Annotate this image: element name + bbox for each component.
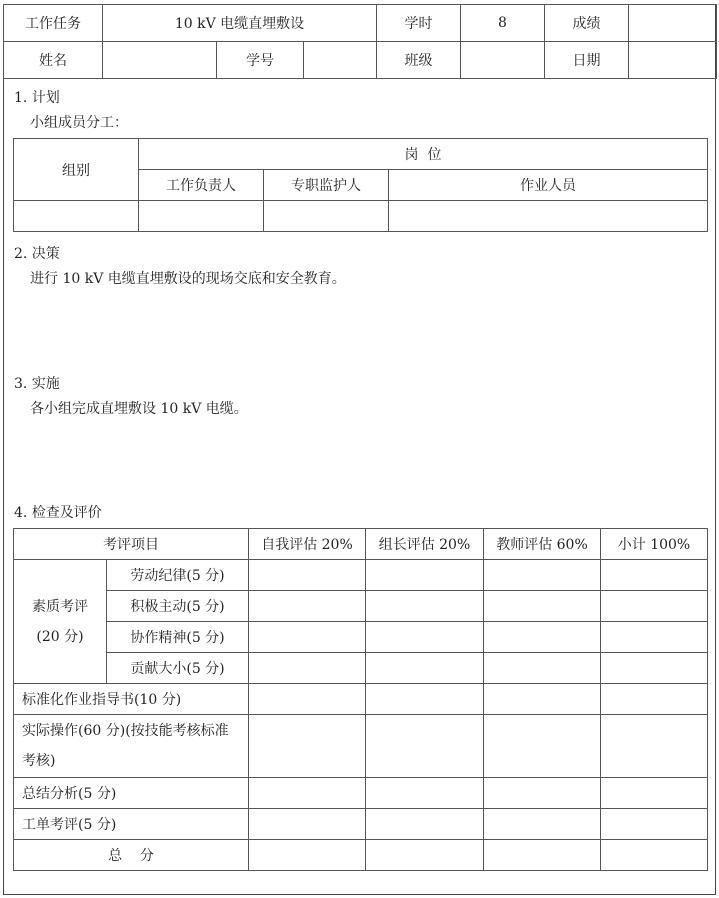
score-cell[interactable] xyxy=(249,715,366,778)
total-label: 总 分 xyxy=(14,840,249,871)
score-cell[interactable] xyxy=(366,560,484,591)
evaluation-title: 4. 检查及评价 xyxy=(14,505,102,521)
decision-text: 进行 10 kV 电缆直埋敷设的现场交底和安全教育。 xyxy=(30,271,346,287)
score-cell[interactable] xyxy=(249,653,366,684)
score-cell[interactable] xyxy=(249,778,366,809)
score-cell[interactable] xyxy=(601,653,708,684)
class-label: 班级 xyxy=(377,42,461,79)
score-cell[interactable] xyxy=(366,809,484,840)
score-cell[interactable] xyxy=(601,622,708,653)
score-cell[interactable] xyxy=(484,653,601,684)
plan-title: 1. 计划 xyxy=(14,90,60,106)
date-label: 日期 xyxy=(545,42,629,79)
supervisor-cell[interactable] xyxy=(264,201,389,232)
group-assignment-table xyxy=(13,138,708,232)
score-cell[interactable] xyxy=(484,684,601,715)
quality-item: 贡献大小(5 分) xyxy=(107,653,249,684)
score-cell[interactable] xyxy=(601,560,708,591)
quality-group-label: 素质考评 xyxy=(32,598,88,615)
name-label: 姓名 xyxy=(4,42,103,79)
eval-item: 实际操作(60 分)(按技能考核标准考核) xyxy=(14,715,249,778)
implementation-text: 各小组完成直埋敷设 10 kV 电缆。 xyxy=(30,401,248,417)
score-cell[interactable] xyxy=(366,591,484,622)
header-table xyxy=(3,4,717,79)
name-field[interactable] xyxy=(103,42,217,79)
score-cell[interactable] xyxy=(249,684,366,715)
eval-item: 标准化作业指导书(10 分) xyxy=(14,684,249,715)
date-field[interactable] xyxy=(629,42,717,79)
id-label: 学号 xyxy=(217,42,304,79)
score-cell[interactable] xyxy=(601,778,708,809)
plan-subtitle: 小组成员分工： xyxy=(30,115,128,131)
score-cell[interactable] xyxy=(601,684,708,715)
id-field[interactable] xyxy=(304,42,377,79)
quality-item: 劳动纪律(5 分) xyxy=(107,560,249,591)
task-value: 10 kV 电缆直埋敷设 xyxy=(103,5,377,42)
score-cell[interactable] xyxy=(249,560,366,591)
hours-label: 学时 xyxy=(377,5,461,42)
total-cell[interactable] xyxy=(484,840,601,871)
score-cell[interactable] xyxy=(484,560,601,591)
score-cell[interactable] xyxy=(366,715,484,778)
total-cell[interactable] xyxy=(249,840,366,871)
score-cell[interactable] xyxy=(484,715,601,778)
score-cell[interactable] xyxy=(601,715,708,778)
group-header: 组别 xyxy=(14,139,139,201)
score-cell[interactable] xyxy=(484,591,601,622)
class-field[interactable] xyxy=(461,42,545,79)
hours-value: 8 xyxy=(461,5,545,42)
eval-header: 考评项目 xyxy=(14,529,249,560)
score-cell[interactable] xyxy=(484,809,601,840)
evaluation-table xyxy=(13,528,708,871)
score-cell[interactable] xyxy=(366,778,484,809)
group-cell[interactable] xyxy=(14,201,139,232)
score-cell[interactable] xyxy=(366,622,484,653)
eval-header: 教师评估 60% xyxy=(484,529,601,560)
implementation-title: 3. 实施 xyxy=(14,376,60,392)
score-label: 成绩 xyxy=(545,5,629,42)
score-cell[interactable] xyxy=(249,809,366,840)
score-cell[interactable] xyxy=(484,778,601,809)
eval-header: 自我评估 20% xyxy=(249,529,366,560)
score-field[interactable] xyxy=(629,5,717,42)
score-cell[interactable] xyxy=(249,591,366,622)
eval-header: 小计 100% xyxy=(601,529,708,560)
score-cell[interactable] xyxy=(484,622,601,653)
position-header: 岗 位 xyxy=(139,139,708,170)
quality-group-points: (20 分) xyxy=(36,628,84,645)
column-header: 作业人员 xyxy=(389,170,708,201)
total-cell[interactable] xyxy=(366,840,484,871)
eval-item: 工单考评(5 分) xyxy=(14,809,249,840)
quality-group-cell xyxy=(14,560,107,684)
eval-header: 组长评估 20% xyxy=(366,529,484,560)
eval-item: 总结分析(5 分) xyxy=(14,778,249,809)
leader-cell[interactable] xyxy=(139,201,264,232)
quality-item: 积极主动(5 分) xyxy=(107,591,249,622)
column-header: 专职监护人 xyxy=(264,170,389,201)
column-header: 工作负责人 xyxy=(139,170,264,201)
decision-title: 2. 决策 xyxy=(14,246,60,262)
score-cell[interactable] xyxy=(366,653,484,684)
total-cell[interactable] xyxy=(601,840,708,871)
task-label: 工作任务 xyxy=(4,5,103,42)
workers-cell[interactable] xyxy=(389,201,708,232)
score-cell[interactable] xyxy=(601,809,708,840)
score-cell[interactable] xyxy=(249,622,366,653)
score-cell[interactable] xyxy=(366,684,484,715)
quality-item: 协作精神(5 分) xyxy=(107,622,249,653)
score-cell[interactable] xyxy=(601,591,708,622)
